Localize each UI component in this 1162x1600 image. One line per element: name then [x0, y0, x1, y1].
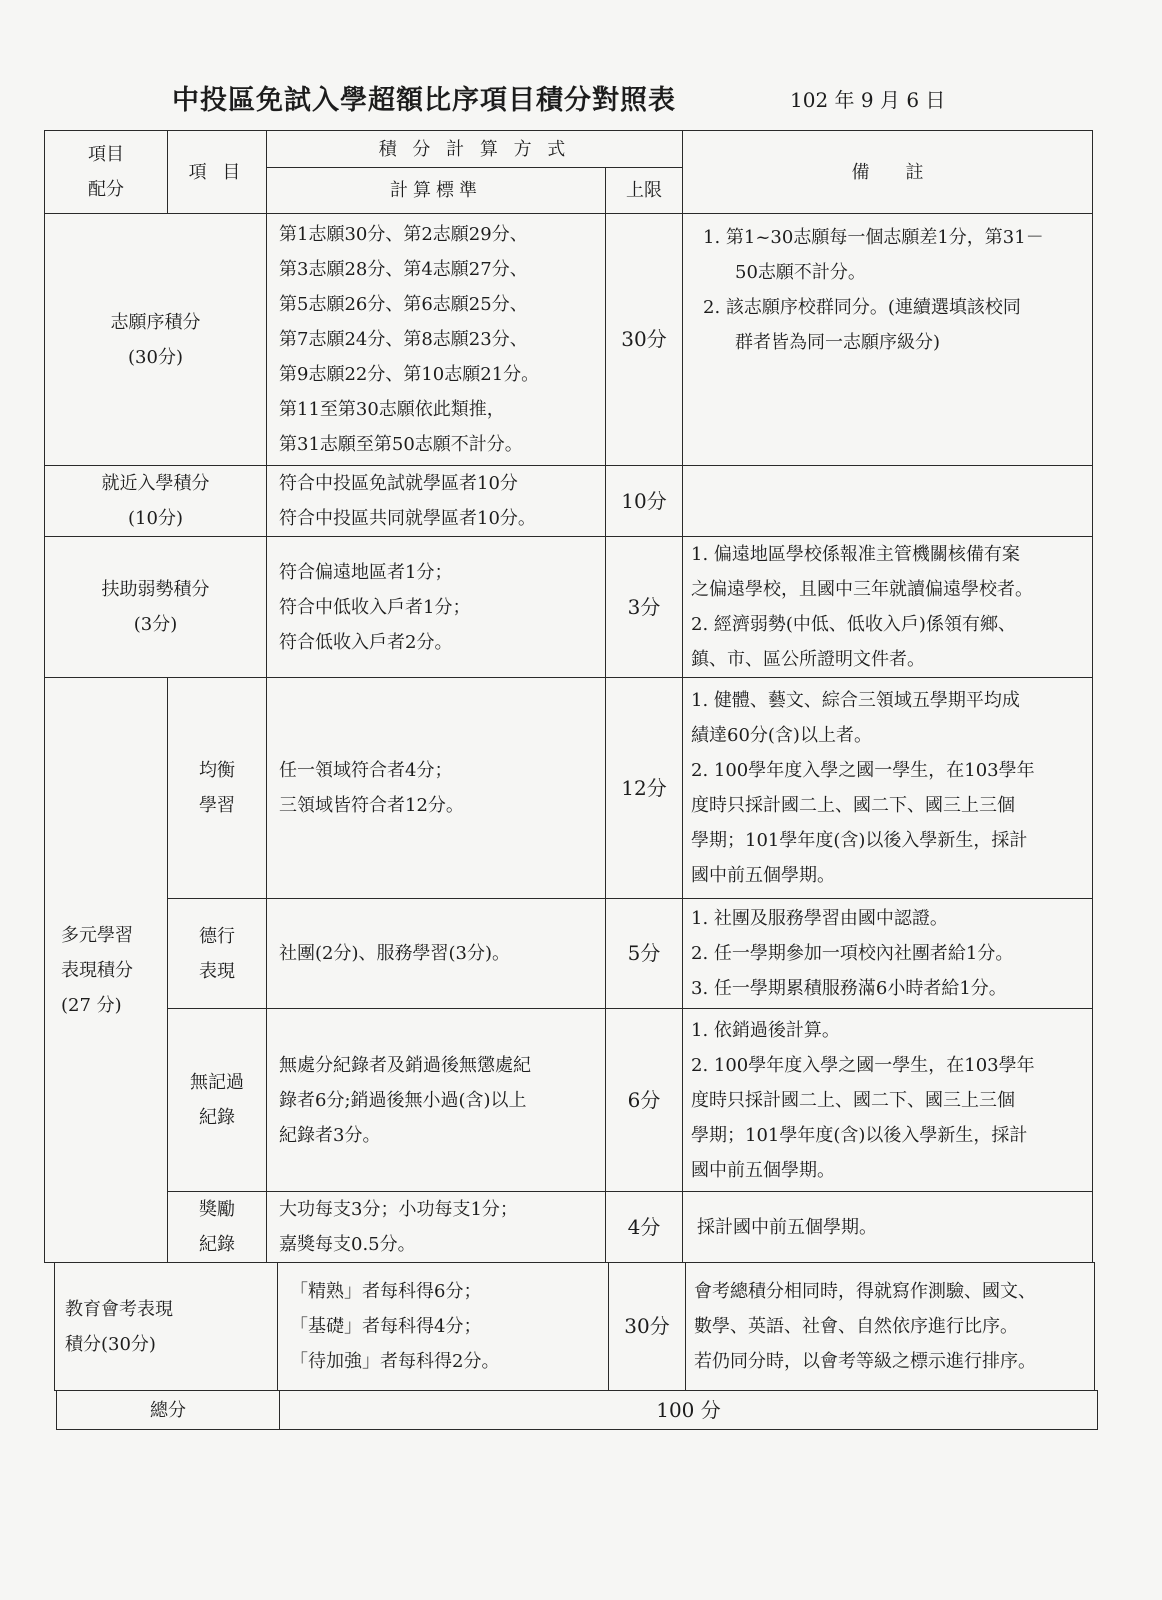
disadvantaged-name: 扶助弱勢積分 (3分) — [44, 536, 267, 678]
header-standard: 計算標準 — [266, 167, 606, 214]
page-title: 中投區免試入學超額比序項目積分對照表 — [172, 85, 676, 116]
conduct-limit: 5分 — [605, 898, 683, 1009]
no-demerit-label: 無記過 紀錄 — [167, 1008, 267, 1192]
preference-standard: 第1志願30分、第2志願29分、 第3志願28分、第4志願27分、 第5志願26分、第6志願25分、 第7志願24分、第8志願23分、 第9志願22分、第10志願21分。 第11至第30志願依此類推， 第31志願至第50志願不計分。 — [266, 213, 606, 466]
total-label: 總分 — [56, 1390, 280, 1430]
awards-remarks: 採計國中前五個學期。 — [682, 1191, 1093, 1263]
preference-limit: 30分 — [605, 213, 683, 466]
header-remarks: 備 註 — [682, 130, 1093, 214]
awards-standard: 大功每支3分；小功每支1分； 嘉獎每支0.5分。 — [266, 1191, 606, 1263]
exam-remarks: 會考總積分相同時，得就寫作測驗、國文、 數學、英語、社會、自然依序進行比序。 若仍同分時，以會考等級之標示進行排序。 — [685, 1262, 1095, 1391]
disadvantaged-remarks: 1. 偏遠地區學校係報准主管機關核備有案 之偏遠學校，且國中三年就讀偏遠學校者。 2. 經濟弱勢(中低、低收入戶)係領有鄉、 鎮、市、區公所證明文件者。 — [682, 536, 1093, 678]
awards-limit: 4分 — [605, 1191, 683, 1263]
header-item-score: 項目 配分 — [44, 130, 168, 214]
conduct-remarks: 1. 社團及服務學習由國中認證。 2. 任一學期參加一項校內社團者給1分。 3. 任一學期累積服務滿6小時者給1分。 — [682, 898, 1093, 1009]
nearby-name: 就近入學積分 (10分) — [44, 465, 267, 537]
document-date: 102 年 9 月 6 日 — [790, 88, 946, 112]
balanced-limit: 12分 — [605, 677, 683, 899]
header-item: 項 目 — [167, 130, 267, 214]
exam-name: 教育會考表現 積分(30分) — [54, 1262, 278, 1391]
header-limit: 上限 — [605, 167, 683, 214]
no-demerit-standard: 無處分紀錄者及銷過後無懲處紀 錄者6分;銷過後無小過(含)以上 紀錄者3分。 — [266, 1008, 606, 1192]
total-value: 100 分 — [279, 1390, 1098, 1430]
exam-standard: 「精熟」者每科得6分； 「基礎」者每科得4分； 「待加強」者每科得2分。 — [277, 1262, 609, 1391]
diverse-name: 多元學習 表現積分 (27 分) — [44, 677, 168, 1263]
no-demerit-remarks: 1. 依銷過後計算。 2. 100學年度入學之國一學生，在103學年 度時只採計國二上、國二下、國三上三個 學期；101學年度(含)以後入學新生，採計 國中前五個學期。 — [682, 1008, 1093, 1192]
nearby-limit: 10分 — [605, 465, 683, 537]
disadvantaged-limit: 3分 — [605, 536, 683, 678]
balanced-label: 均衡 學習 — [167, 677, 267, 899]
exam-limit: 30分 — [608, 1262, 686, 1391]
balanced-standard: 任一領域符合者4分； 三領域皆符合者12分。 — [266, 677, 606, 899]
header-method: 積 分 計 算 方 式 — [266, 130, 683, 168]
nearby-remarks — [682, 465, 1093, 537]
no-demerit-limit: 6分 — [605, 1008, 683, 1192]
nearby-standard: 符合中投區免試就學區者10分 符合中投區共同就學區者10分。 — [266, 465, 606, 537]
preference-name: 志願序積分 (30分) — [44, 213, 267, 466]
awards-label: 獎勵 紀錄 — [167, 1191, 267, 1263]
conduct-standard: 社團(2分)、服務學習(3分)。 — [266, 898, 606, 1009]
balanced-remarks: 1. 健體、藝文、綜合三領域五學期平均成 績達60分(含)以上者。 2. 100學年度入學之國一學生，在103學年 度時只採計國二上、國二下、國三上三個 學期；101學年度(含)以後入學新生，採計 國中前五個學期。 — [682, 677, 1093, 899]
disadvantaged-standard: 符合偏遠地區者1分； 符合中低收入戶者1分； 符合低收入戶者2分。 — [266, 536, 606, 678]
preference-remarks: 1. 第1~30志願每一個志願差1分，第31－ 50志願不計分。 2. 該志願序校群同分。(連續選填該校同 群者皆為同一志願序級分) — [682, 213, 1093, 466]
conduct-label: 德行 表現 — [167, 898, 267, 1009]
